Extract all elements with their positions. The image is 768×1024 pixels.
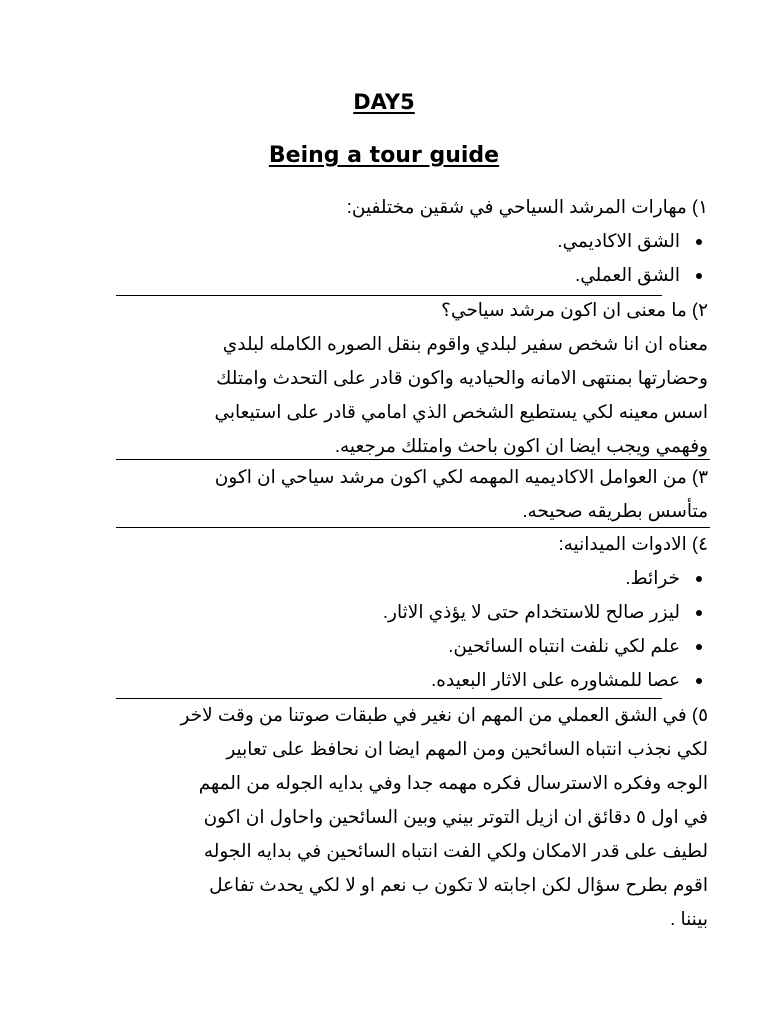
list-item: • الشق الاكاديمي. — [118, 224, 684, 258]
list-item: • الشق العملي. — [118, 258, 684, 292]
section-2-heading: ٢) ما معنى ان اكون مرشد سياحي؟ — [441, 299, 708, 320]
list-item: • خرائط. — [118, 561, 684, 595]
paragraph-line: اسس معينه لكي يستطيع الشخص الذي امامي قادر على استيعابي — [214, 401, 708, 422]
paragraph-line: ٥) في الشق العملي من المهم ان نغير في طبقات صوتنا من وقت لاخر — [180, 704, 708, 725]
paragraph-line: متأسس بطريقه صحيحه. — [522, 500, 708, 521]
section-1 — [118, 190, 708, 292]
list-item: • ليزر صالح للاستخدام حتى لا يؤذي الاثار. — [118, 595, 684, 629]
paragraph-line: بيننا . — [670, 908, 708, 929]
paragraph-line: الوجه وفكره الاسترسال فكره مهمه جدا وفي بدايه الجوله من المهم — [198, 772, 708, 793]
paragraph-line: اقوم بطرح سؤال لكن اجابته لا تكون ب نعم او لا لكي يحدث تفاعل — [209, 874, 708, 895]
paragraph-line: وفهمي ويجب ايضا ان اكون باحث وامتلك مرجعيه. — [334, 435, 708, 456]
section-4-list — [118, 561, 708, 697]
section-1-list — [118, 224, 708, 292]
section-5 — [118, 698, 708, 936]
section-4-heading: ٤) الادوات الميدانيه: — [558, 533, 708, 554]
section-4 — [118, 527, 708, 697]
section-3 — [118, 460, 708, 528]
paragraph-line: لطيف على قدر الامكان ولكي الفت انتباه السائحين في بدايه الجوله — [203, 840, 708, 861]
day-heading: DAY5 — [353, 90, 415, 114]
paragraph-line: معناه ان انا شخص سفير لبلدي واقوم بنقل الصوره الكامله لبلدي — [222, 333, 708, 354]
paragraph-line: في اول ٥ دقائق ان ازيل التوتر بيني وبين السائحين واحاول ان اكون — [203, 806, 708, 827]
paragraph-line: ٣) من العوامل الاكاديميه المهمه لكي اكون مرشد سياحي ان اكون — [214, 466, 708, 487]
paragraph-line: لكي نجذب انتباه السائحين ومن المهم ايضا ان نحافظ على تعابير — [226, 738, 708, 759]
section-1-heading: ١) مهارات المرشد السياحي في شقين مختلفين: — [346, 196, 708, 217]
list-item: • علم لكي نلفت انتباه السائحين. — [118, 629, 684, 663]
section-2 — [118, 293, 708, 463]
paragraph-line: وحضارتها بمنتهى الامانه والحياديه واكون قادر على التحدث وامتلك — [216, 367, 708, 388]
list-item: • عصا للمشاوره على الاثار البعيده. — [118, 663, 684, 697]
document-title: Being a tour guide — [268, 143, 500, 168]
